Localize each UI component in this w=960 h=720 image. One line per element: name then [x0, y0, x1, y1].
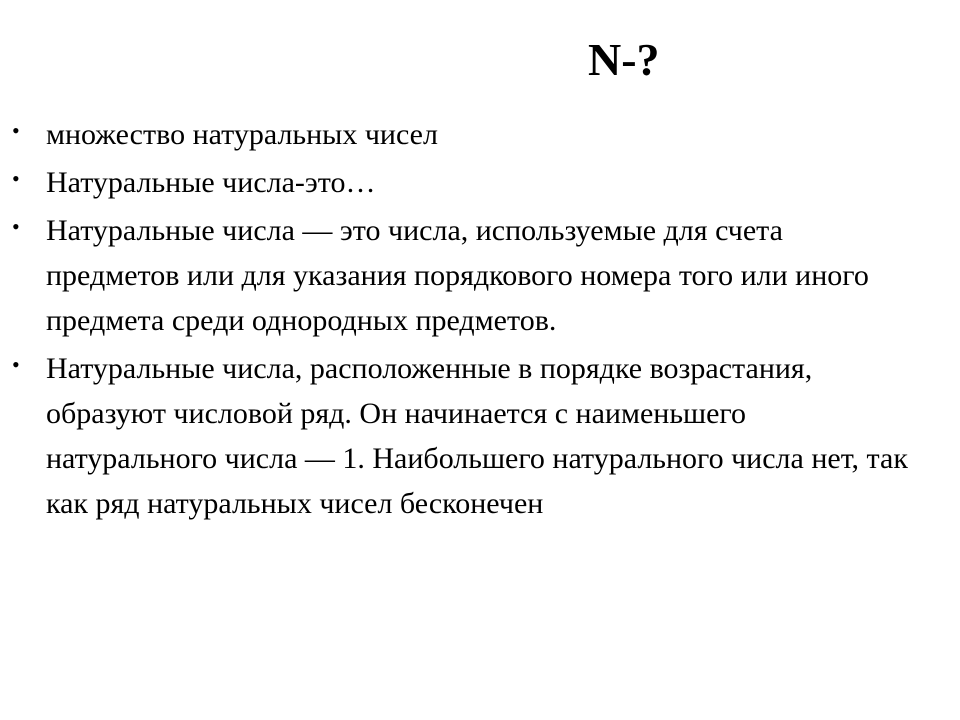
- bullet-item: [10, 112, 910, 157]
- bullet-text: Натуральные числа-это…: [46, 166, 376, 199]
- slide-title: N-?: [588, 34, 660, 85]
- bullet-dot-icon: •: [12, 118, 20, 143]
- bullet-item: [10, 160, 910, 205]
- bullet-dot-icon: •: [12, 352, 20, 377]
- bullet-dot-icon: •: [12, 214, 20, 239]
- bullet-item: [10, 346, 910, 526]
- bullet-dot-icon: •: [12, 166, 20, 191]
- bullet-item: [10, 208, 910, 343]
- bullet-list: [10, 112, 910, 529]
- bullet-text: множество натуральных чисел: [46, 118, 438, 151]
- bullet-text: Натуральные числа, расположенные в порядке возрастания, образуют числовой ряд. Он начинается с наименьшего натурального числа — 1. Наибольшего натурального числа нет, так как ряд натуральных чисел бесконечен: [46, 352, 908, 520]
- bullet-text: Натуральные числа — это числа, используемые для счета предметов или для указания порядкового номера того или иного предмета среди однородных предметов.: [46, 214, 869, 337]
